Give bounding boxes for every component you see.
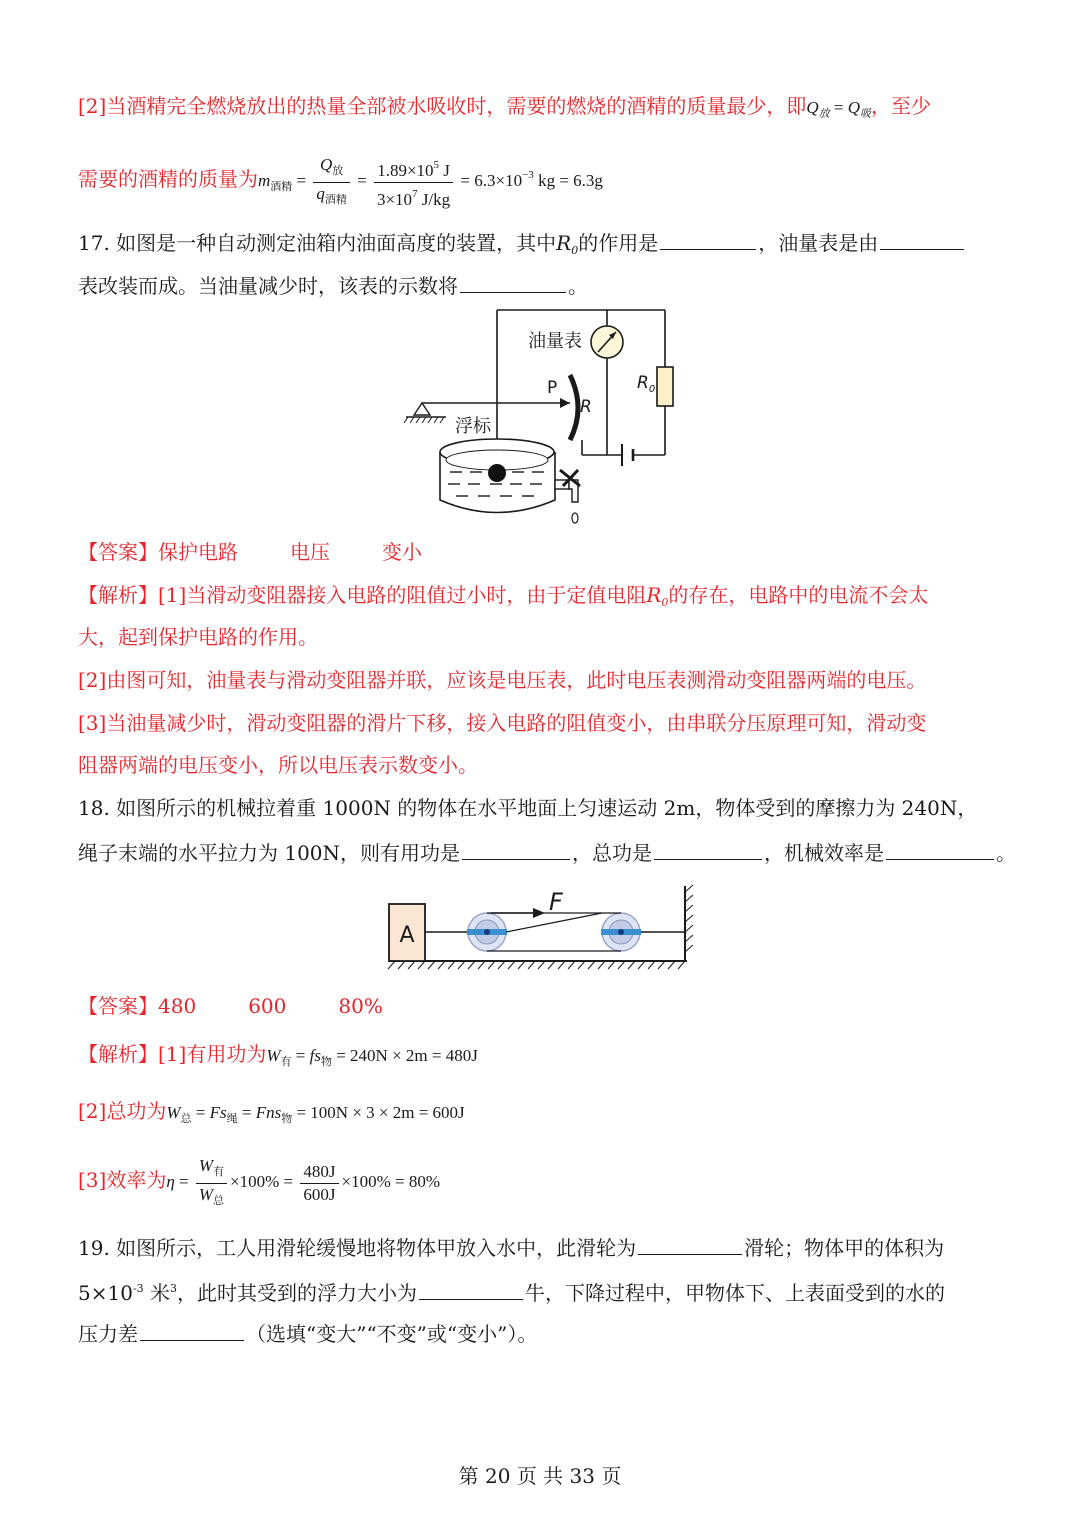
- q18-text2b: ，总功是: [572, 841, 653, 865]
- q17-question-line2: [78, 270, 1008, 300]
- oil-meter-icon: [591, 326, 623, 358]
- q19-text3b: （选填“变大”“不变”或“变小”）。: [246, 1322, 538, 1346]
- q19-question-line3: [78, 1318, 1008, 1348]
- q17-sol1b: 的存在，电路中的电流不会太: [668, 583, 929, 607]
- q17-answer-3: 变小: [382, 540, 422, 564]
- q17-analysis-line1: [78, 581, 1008, 617]
- q16-sol2-text2: 需要的酒精的质量为: [78, 167, 258, 191]
- q19-text3a: 压力差: [78, 1322, 138, 1346]
- q19-unit: 米: [143, 1281, 171, 1305]
- q17-question-line1: [78, 227, 1008, 265]
- q18-answer: [78, 992, 1008, 1020]
- p-label: P: [547, 378, 558, 398]
- fixed-pulley-icon: [601, 913, 641, 951]
- blank-reading-change[interactable]: [460, 270, 566, 293]
- analysis-tag: 【解析】: [78, 1042, 158, 1066]
- q18-analysis-line3: [78, 1152, 1008, 1212]
- q17-text1: 17. 如图是一种自动测定油箱内油面高度的装置，其中: [78, 231, 557, 255]
- q-fang-symbol: $Q_放$: [806, 98, 830, 120]
- block-a-label: A: [399, 923, 415, 948]
- q16-sol2-text: [2]当酒精完全燃烧放出的热量全部被水吸收时，需要的燃烧的酒精的质量最少，即: [78, 94, 807, 118]
- r0-symbol: $R_0$: [556, 231, 579, 257]
- drain-tap-icon: [555, 470, 580, 523]
- answer-tag: 【答案】: [78, 994, 158, 1018]
- answer-tag: 【答案】: [78, 540, 158, 564]
- q-xi-symbol: $Q_吸$: [847, 98, 871, 120]
- q16-solution-2-line2: [78, 150, 1008, 212]
- q18-text2c: ，机械效率是: [764, 841, 885, 865]
- blank-buoyancy[interactable]: [419, 1277, 523, 1300]
- q17-text4: 表改装而成。当油量减少时，该表的示数将: [78, 274, 458, 298]
- page-footer: 第 20 页 共 33 页: [458, 1464, 622, 1488]
- q17-answer: [78, 538, 1008, 566]
- blank-meter-type[interactable]: [880, 227, 964, 250]
- q18-question-line1: 18. 如图所示的机械拉着重 1000N 的物体在水平地面上匀速运动 2m，物体受到的摩擦力为 240N，: [78, 796, 978, 820]
- q17-text3: ，油量表是由: [758, 231, 879, 255]
- q19-text2d: 牛，下降过程中，甲物体下、上表面受到的水的: [525, 1281, 946, 1305]
- total-work-formula: $W_总 = Fs_绳 = Fns_物 = 100N \times 3 \times 2m = 600J$: [166, 1103, 465, 1125]
- q17-sol1a: [1]当滑动变阻器接入电路的阻值过小时，由于定值电阻: [158, 583, 647, 607]
- oil-gauge-circuit-diagram: [400, 300, 690, 535]
- q19-text2c: ，此时其受到的浮力大小为: [177, 1281, 418, 1305]
- q17-period: 。: [568, 274, 588, 298]
- q18-answer-3: 80%: [338, 994, 383, 1018]
- r0-resistor-icon: [657, 367, 673, 406]
- q18-answer-1: 480: [158, 994, 197, 1018]
- q16-solution-2-line1: [2]当酒精完全燃烧放出的热量全部被水吸收时，需要的燃烧的酒精的质量最少，即$Q_放 = Q_吸$，至少: [78, 94, 931, 120]
- q19-text1a: 19. 如图所示，工人用滑轮缓慢地将物体甲放入水中，此滑轮为: [78, 1236, 637, 1260]
- blank-useful-work[interactable]: [462, 837, 570, 860]
- q18-sol1-label: [1]有用功为: [158, 1042, 267, 1066]
- q17-analysis-line2: 大，起到保护电路的作用。: [78, 625, 318, 649]
- slider-arrow-icon: [560, 398, 570, 408]
- moving-pulley-icon: [467, 913, 507, 951]
- q17-analysis-line4: [3]当油量减少时，滑动变阻器的滑片下移，接入电路的阻值变小，由串联分压原理可知，滑动变: [78, 711, 927, 735]
- analysis-tag: 【解析】: [78, 583, 158, 607]
- q19-volume-exp: -3: [132, 1282, 144, 1295]
- float-ball-icon: [488, 464, 506, 482]
- q17-answer-2: 电压: [290, 540, 330, 564]
- blank-pulley-type[interactable]: [638, 1232, 742, 1255]
- q19-text1b: 滑轮；物体甲的体积为: [744, 1236, 945, 1260]
- mass-formula: $m_{酒精}$ = $\frac{Q_放}{q_{酒精}}$ = $\frac{1.89\times 10^5 J}{3\times 10^7 J/kg}$ = $6.3\times 10^{-3}$ kg = 6.3g: [258, 154, 603, 209]
- q17-text2: 的作用是: [578, 231, 659, 255]
- r-label: R: [580, 397, 592, 417]
- q19-volume: 5×10: [78, 1281, 133, 1305]
- blank-total-work[interactable]: [654, 837, 762, 860]
- q18-sol2-label: [2]总功为: [78, 1099, 167, 1123]
- q17-analysis-line5: 阻器两端的电压变小，所以电压表示数变小。: [78, 753, 478, 777]
- q17-analysis-line3: [2]由图可知，油量表与滑动变阻器并联，应该是电压表，此时电压表测滑动变阻器两端的电压。: [78, 668, 927, 692]
- q16-sol2-tail: ，至少: [871, 94, 931, 118]
- float-label: 浮标: [455, 416, 491, 437]
- useful-work-formula: $W_有 = fs_物 = 240N \times 2m = 480J$: [266, 1046, 478, 1068]
- q19-question-line1: [78, 1232, 1008, 1262]
- pulley-system-diagram: [385, 882, 700, 972]
- q18-text2a: 绳子末端的水平拉力为 100N，则有用功是: [78, 841, 461, 865]
- blank-pressure-diff[interactable]: [140, 1318, 244, 1341]
- blank-efficiency[interactable]: [886, 837, 994, 860]
- rheostat-icon: [570, 375, 578, 440]
- r0-symbol-red: $R_0$: [646, 583, 669, 609]
- q19-unit-exp: 3: [170, 1282, 178, 1295]
- q18-question-line2: [78, 837, 1017, 867]
- blank-r0-role[interactable]: [660, 227, 756, 250]
- q17-answer-1: 保护电路: [158, 540, 238, 564]
- q19-question-line2: [78, 1275, 1008, 1307]
- r0-label: $R_0$: [637, 373, 656, 395]
- q18-text2d: 。: [996, 841, 1017, 865]
- meter-label: 油量表: [528, 331, 582, 352]
- q18-answer-2: 600: [248, 994, 287, 1018]
- pivot-support-icon: [404, 403, 446, 423]
- q18-analysis-line1: [78, 1040, 1008, 1076]
- efficiency-formula: η = $\frac{W_有}{W_总}$ ×100% = $\frac{480J}{600J}$ ×100% = 80%: [166, 1155, 441, 1207]
- force-label: F: [549, 888, 563, 916]
- q18-sol3-label: [3]效率为: [78, 1168, 167, 1192]
- q18-analysis-line2: [78, 1097, 1008, 1133]
